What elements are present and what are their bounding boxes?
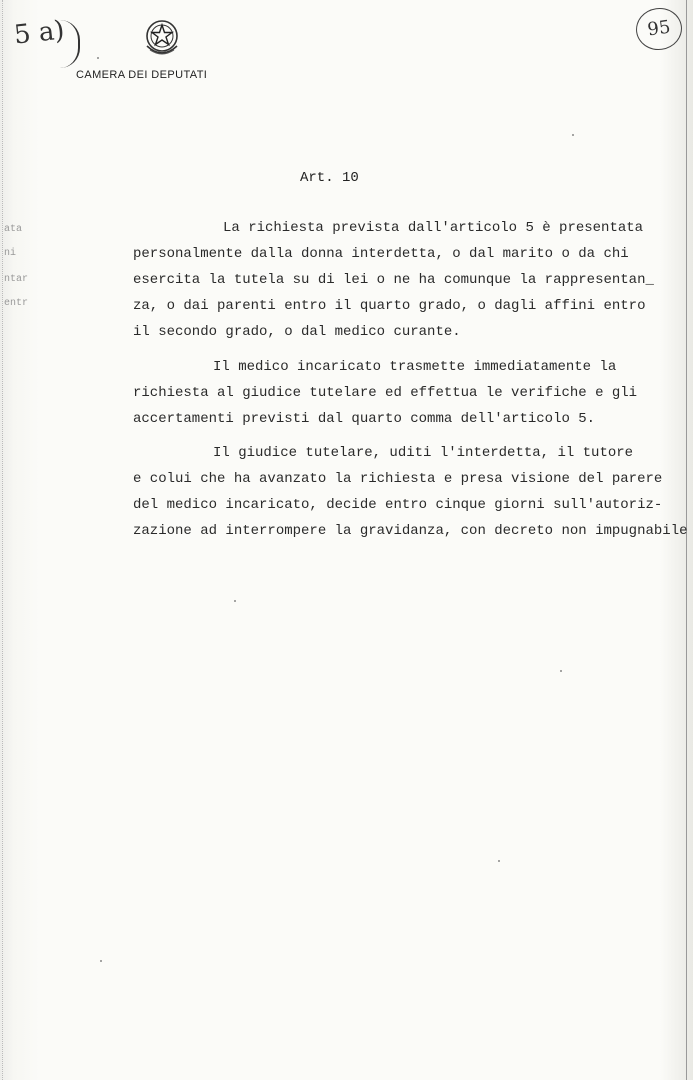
text-line: zazione ad interrompere la gravidanza, con decreto non impugnabile [133, 523, 688, 539]
text-line: La richiesta prevista dall'articolo 5 è presentata [223, 220, 644, 236]
handwritten-note: 5 a) [12, 15, 66, 51]
text-line: Il giudice tutelare, uditi l'interdetta, il tutore [213, 445, 634, 461]
margin-fragment: ntar [4, 274, 29, 285]
paper-speck [234, 600, 236, 602]
right-page-edge [686, 0, 691, 1080]
paper-speck [100, 960, 102, 962]
paper-speck [560, 670, 562, 672]
italian-republic-emblem-icon [142, 16, 182, 60]
text-line: e colui che ha avanzato la richiesta e presa visione del parere [133, 471, 663, 487]
text-line: richiesta al giudice tutelare ed effettua le verifiche e gli [133, 385, 638, 401]
margin-fragment: entr [4, 298, 29, 309]
paper-speck [498, 860, 500, 862]
margin-fragment: ata [4, 224, 23, 235]
text-line: esercita la tutela su di lei o ne ha comunque la rappresentan_ [133, 272, 654, 288]
text-line: za, o dai parenti entro il quarto grado, o dagli affini entro [133, 298, 646, 314]
text-line: il secondo grado, o dal medico curante. [133, 324, 461, 340]
text-line: accertamenti previsti dal quarto comma dell'articolo 5. [133, 411, 596, 427]
margin-fragment: ni [4, 248, 17, 259]
left-page-edge [2, 0, 6, 1080]
text-line: del medico incaricato, decide entro cinque giorni sull'autoriz- [133, 497, 663, 513]
page-number-stamp: 95 [633, 5, 684, 53]
text-line: personalmente dalla donna interdetta, o dal marito o da chi [133, 246, 629, 262]
handwritten-bracket-mark [60, 20, 80, 68]
paper-speck [572, 134, 574, 136]
article-title: Art. 10 [300, 170, 359, 186]
text-line: Il medico incaricato trasmette immediatamente la [213, 359, 617, 375]
paper-speck [97, 57, 99, 59]
chamber-name: CAMERA DEI DEPUTATI [76, 69, 208, 81]
